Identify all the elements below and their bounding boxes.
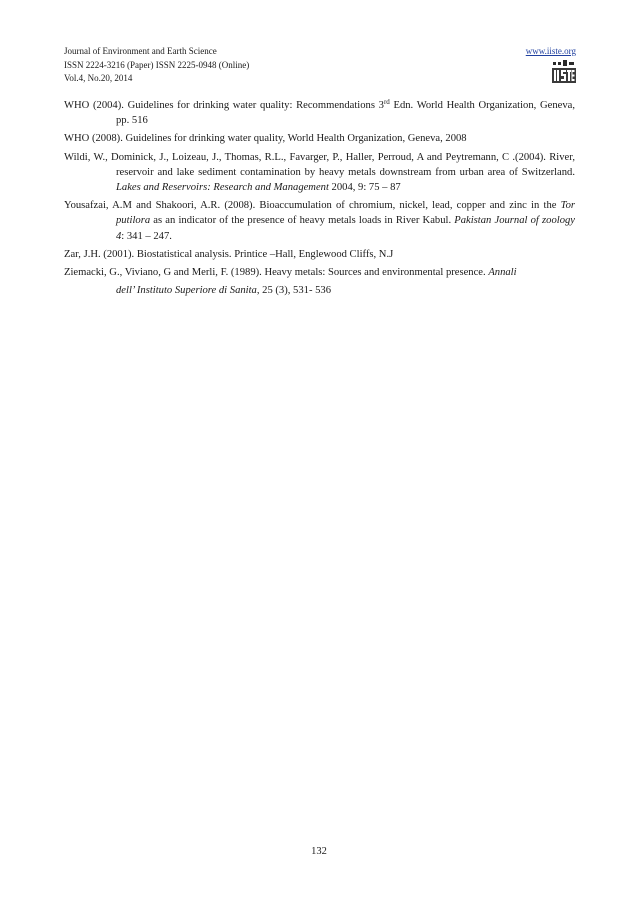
reference-item: WHO (2004). Guidelines for drinking water quality: Recommendations 3rd Edn. World Health Organization, Geneva, pp. 516 — [64, 98, 575, 127]
page-header — [64, 45, 576, 86]
iiste-logo-icon — [552, 60, 576, 83]
reference-item: WHO (2008). Guidelines for drinking water quality, World Health Organization, Geneva, 2008 — [64, 133, 467, 145]
reference-item-continuation: dell’ Instituto Superiore di Sanita, 25 (3), 531- 536 — [116, 285, 332, 297]
reference-item: Wildi, W., Dominick, J., Loizeau, J., Thomas, R.L., Favarger, P., Haller, Perroud, A and Peytremann, C .(2004). River, reservoir and lake sediment contamination by heavy metals downstream from urban area of Switzerland. Lakes and Reservoirs: Research and Management 2004, 9: 75 – 87 — [64, 151, 575, 194]
reference-item: Zar, J.H. (2001). Biostatistical analysis. Printice –Hall, Englewood Cliffs, N.J — [64, 248, 394, 260]
reference-item: Ziemacki, G., Viviano, G and Merli, F. (1989). Heavy metals: Sources and environmental presence. Annali — [64, 267, 517, 279]
superscript: rd — [383, 98, 390, 106]
volume-line: Vol.4, No.20, 2014 — [64, 73, 133, 83]
journal-url-link[interactable]: www.iiste.org — [525, 46, 576, 56]
journal-name: Journal of Environment and Earth Science — [64, 46, 217, 56]
page-number: 132 — [311, 846, 327, 857]
issn-line: ISSN 2224-3216 (Paper) ISSN 2225-0948 (Online) — [64, 59, 250, 70]
references-list — [64, 98, 575, 301]
reference-item: Yousafzai, A.M and Shakoori, A.R. (2008). Bioaccumulation of chromium, nickel, lead, copper and zinc in the Tor putilora as an indicator of the presence of heavy metals loads in River Kabul. Pakistan Journal of zoology 4: 341 – 247. — [64, 200, 575, 242]
